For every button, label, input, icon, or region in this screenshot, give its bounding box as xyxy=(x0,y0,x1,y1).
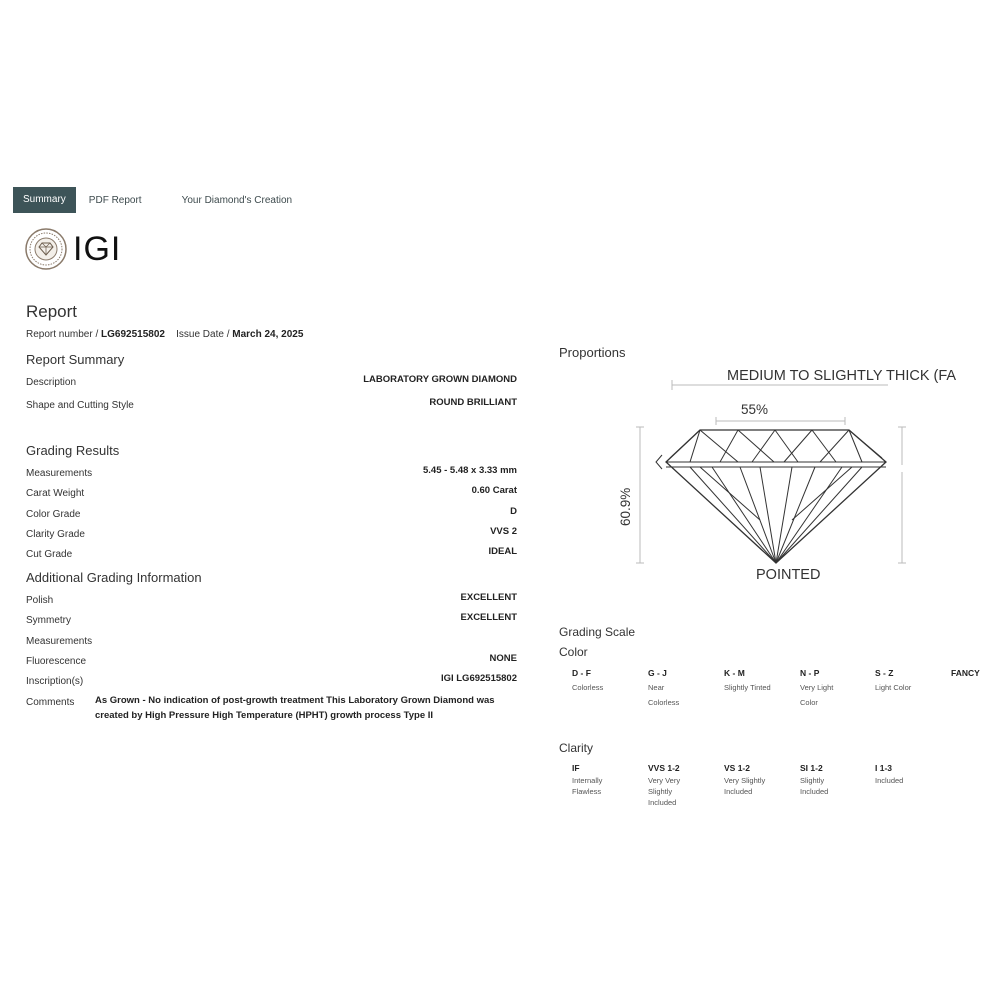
color-scale-item xyxy=(800,668,870,710)
depth-percent-label: 60.9% xyxy=(618,487,633,526)
row-label: Cut Grade xyxy=(26,549,73,560)
additional-row-fluorescence xyxy=(26,653,517,670)
clarity-scale-item xyxy=(724,763,794,797)
row-value: D xyxy=(510,506,517,517)
grading-row-clarity xyxy=(26,526,517,543)
grading-scale-title: Grading Scale xyxy=(559,625,636,639)
additional-grading-title: Additional Grading Information xyxy=(26,570,202,585)
additional-row-inscription xyxy=(26,673,517,690)
row-value: EXCELLENT xyxy=(460,612,517,623)
scale-code: IF xyxy=(572,763,580,773)
tab-diamond-creation[interactable]: Your Diamond's Creation xyxy=(181,194,293,206)
report-number-label: Report number / xyxy=(26,329,99,340)
grading-row-measurements xyxy=(26,465,517,482)
tab-summary[interactable]: Summary xyxy=(13,187,76,213)
clarity-scale-title: Clarity xyxy=(559,741,594,755)
scale-code: I 1-3 xyxy=(875,763,893,773)
color-scale-item xyxy=(572,668,642,695)
table-percent-label: 55% xyxy=(741,402,769,417)
color-scale-item xyxy=(648,668,718,710)
summary-row-description xyxy=(26,374,517,391)
additional-row-symmetry xyxy=(26,612,517,629)
grading-row-color xyxy=(26,506,517,523)
scale-desc: Included xyxy=(875,776,904,785)
igi-seal-icon xyxy=(25,228,67,270)
row-label: Color Grade xyxy=(26,509,81,520)
clarity-scale-item xyxy=(800,763,870,797)
grading-results-title: Grading Results xyxy=(26,443,120,458)
scale-desc: Light Color xyxy=(875,683,912,692)
row-value: 5.45 - 5.48 x 3.33 mm xyxy=(422,465,517,476)
row-value: IDEAL xyxy=(488,546,517,557)
color-scale-item xyxy=(724,668,794,695)
tab-bar xyxy=(13,187,292,213)
row-value: 0.60 Carat xyxy=(471,485,517,496)
scale-desc: Internally Flawless xyxy=(572,776,603,796)
row-label: Description xyxy=(26,377,77,388)
report-title: Report xyxy=(26,302,78,321)
scale-desc: Very Slightly Included xyxy=(724,776,766,796)
scale-desc: Very Light Color xyxy=(800,683,834,707)
scale-desc: Very Very Slightly Included xyxy=(648,776,681,807)
issue-date-label: Issue Date / xyxy=(176,329,230,340)
additional-row-polish xyxy=(26,592,517,609)
tab-pdf-report[interactable]: PDF Report xyxy=(88,194,142,206)
scale-desc: Near Colorless xyxy=(648,683,680,707)
row-label: Measurements xyxy=(26,468,93,479)
scale-desc: Slightly Included xyxy=(800,776,829,796)
proportions-diagram xyxy=(600,360,957,590)
row-label: Polish xyxy=(26,595,54,606)
row-value: IGI LG692515802 xyxy=(440,673,517,684)
scale-desc: Colorless xyxy=(572,683,604,692)
row-label: Clarity Grade xyxy=(26,529,85,540)
row-value: LABORATORY GROWN DIAMOND xyxy=(363,374,517,385)
report-meta xyxy=(26,329,303,340)
scale-code: VS 1-2 xyxy=(724,763,750,773)
scale-code: D - F xyxy=(572,668,591,678)
additional-row-measurements xyxy=(26,636,517,650)
diamond-profile xyxy=(656,430,886,563)
clarity-scale-item xyxy=(875,763,945,786)
girdle-label: MEDIUM TO SLIGHTLY THICK (FA xyxy=(727,368,957,384)
color-scale-item xyxy=(875,668,945,695)
row-value: ROUND BRILLIANT xyxy=(429,397,517,408)
row-value: EXCELLENT xyxy=(460,592,517,603)
row-label: Shape and Cutting Style xyxy=(26,400,134,411)
comments-value: As Grown - No indication of post-growth treatment This Laboratory Grown Diamond was created by High Pressure High Temperature (HPHT) growth process Type II xyxy=(95,695,495,721)
grading-row-cut xyxy=(26,546,517,563)
clarity-scale-item xyxy=(648,763,718,808)
grading-row-carat xyxy=(26,485,517,502)
report-number: LG692515802 xyxy=(101,329,165,340)
row-label: Symmetry xyxy=(26,615,71,626)
scale-code: N - P xyxy=(800,668,820,678)
culet-label: POINTED xyxy=(756,567,821,583)
scale-code: VVS 1-2 xyxy=(648,763,680,773)
summary-row-shape xyxy=(26,397,517,414)
scale-code: K - M xyxy=(724,668,745,678)
scale-code: FANCY xyxy=(951,668,980,678)
row-label: Fluorescence xyxy=(26,656,87,667)
scale-code: S - Z xyxy=(875,668,894,678)
report-summary-title: Report Summary xyxy=(26,352,125,367)
color-scale-title: Color xyxy=(559,645,588,659)
scale-code: G - J xyxy=(648,668,667,678)
row-label: Carat Weight xyxy=(26,488,85,499)
issue-date: March 24, 2025 xyxy=(232,329,304,340)
row-value: NONE xyxy=(489,653,517,664)
row-label: Measurements xyxy=(26,636,93,647)
scale-code: SI 1-2 xyxy=(800,763,823,773)
igi-logo xyxy=(25,228,121,270)
row-value: VVS 2 xyxy=(490,526,517,537)
color-scale-item xyxy=(951,668,996,680)
comments-label: Comments xyxy=(26,697,75,708)
row-label: Inscription(s) xyxy=(26,676,84,687)
proportions-title: Proportions xyxy=(559,345,626,360)
logo-text: IGI xyxy=(73,230,122,268)
scale-desc: Slightly Tinted xyxy=(724,683,771,692)
clarity-scale-item xyxy=(572,763,642,797)
